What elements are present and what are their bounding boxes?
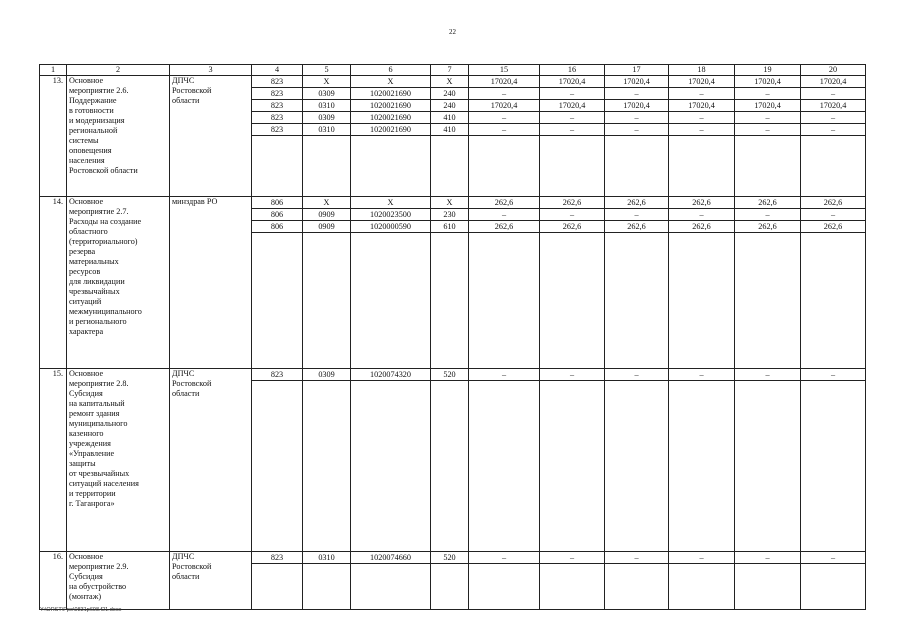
section-code: 0309	[303, 369, 351, 381]
target-article-code: 1020021690	[351, 88, 431, 100]
amount-col-15: 17020,4	[469, 76, 540, 88]
empty-cell	[469, 564, 540, 610]
table-row	[40, 197, 866, 209]
amount-col-18: –	[669, 209, 735, 221]
table-row	[40, 76, 866, 88]
gov-code: 823	[252, 112, 303, 124]
amount-col-19: –	[735, 112, 801, 124]
column-header-5: 5	[303, 65, 351, 76]
budget-table	[39, 64, 866, 610]
empty-cell	[540, 381, 605, 552]
amount-col-17: –	[605, 88, 669, 100]
empty-cell	[303, 564, 351, 610]
section-code: Х	[303, 197, 351, 209]
expense-type-code: 520	[431, 552, 469, 564]
amount-col-18: 262,6	[669, 197, 735, 209]
column-header-6: 6	[351, 65, 431, 76]
target-article-code: 1020074660	[351, 552, 431, 564]
empty-cell	[252, 136, 303, 197]
empty-cell	[735, 564, 801, 610]
measure-name: Основное мероприятие 2.8. Субсидия на капитальный ремонт здания муниципального казенного учреждения «Управление защиты от чрезвычайных ситуаций населения и территории г. Таганрога»	[67, 369, 170, 552]
expense-type-code: Х	[431, 197, 469, 209]
amount-col-20: –	[801, 112, 866, 124]
section-code: 0909	[303, 221, 351, 233]
amount-col-15: 262,6	[469, 221, 540, 233]
amount-col-16: 262,6	[540, 197, 605, 209]
empty-cell	[431, 233, 469, 369]
amount-col-19: 17020,4	[735, 100, 801, 112]
amount-col-17: –	[605, 369, 669, 381]
empty-cell	[252, 564, 303, 610]
header-row	[40, 65, 866, 76]
section-code: 0309	[303, 88, 351, 100]
empty-cell	[735, 136, 801, 197]
column-header-1: 1	[40, 65, 67, 76]
amount-col-16: –	[540, 369, 605, 381]
amount-col-16: –	[540, 209, 605, 221]
amount-col-15: 262,6	[469, 197, 540, 209]
section-code: Х	[303, 76, 351, 88]
empty-cell	[351, 136, 431, 197]
column-header-19: 19	[735, 65, 801, 76]
empty-cell	[801, 233, 866, 369]
target-article-code: 1020021690	[351, 112, 431, 124]
executor-name: ДПЧС Ростовской области	[170, 552, 252, 610]
empty-cell	[431, 381, 469, 552]
amount-col-19: –	[735, 124, 801, 136]
empty-cell	[540, 136, 605, 197]
empty-cell	[605, 564, 669, 610]
executor-name: ДПЧС Ростовской области	[170, 76, 252, 197]
page-number: 22	[449, 28, 456, 36]
target-article-code: 1020074320	[351, 369, 431, 381]
expense-type-code: 410	[431, 112, 469, 124]
amount-col-17: 17020,4	[605, 76, 669, 88]
amount-col-19: –	[735, 552, 801, 564]
amount-col-20: 17020,4	[801, 76, 866, 88]
empty-cell	[605, 233, 669, 369]
amount-col-19: 262,6	[735, 197, 801, 209]
column-header-4: 4	[252, 65, 303, 76]
gov-code: 823	[252, 76, 303, 88]
amount-col-17: 262,6	[605, 221, 669, 233]
column-header-18: 18	[669, 65, 735, 76]
amount-col-18: –	[669, 112, 735, 124]
empty-cell	[469, 233, 540, 369]
empty-cell	[801, 381, 866, 552]
file-path-footer: Y:\ORST\Ppo\0831p698.f21.docx	[40, 607, 122, 613]
amount-col-15: –	[469, 88, 540, 100]
section-code: 0310	[303, 100, 351, 112]
column-header-20: 20	[801, 65, 866, 76]
empty-cell	[669, 381, 735, 552]
column-header-3: 3	[170, 65, 252, 76]
amount-col-17: 262,6	[605, 197, 669, 209]
gov-code: 823	[252, 369, 303, 381]
amount-col-16: –	[540, 124, 605, 136]
amount-col-17: 17020,4	[605, 100, 669, 112]
gov-code: 823	[252, 552, 303, 564]
amount-col-17: –	[605, 112, 669, 124]
amount-col-19: –	[735, 369, 801, 381]
empty-cell	[303, 233, 351, 369]
empty-cell	[303, 136, 351, 197]
column-header-2: 2	[67, 65, 170, 76]
row-number: 14.	[40, 197, 67, 369]
amount-col-20: –	[801, 88, 866, 100]
amount-col-17: –	[605, 552, 669, 564]
amount-col-16: 262,6	[540, 221, 605, 233]
empty-cell	[252, 381, 303, 552]
target-article-code: 1020000590	[351, 221, 431, 233]
column-header-17: 17	[605, 65, 669, 76]
amount-col-18: 17020,4	[669, 100, 735, 112]
amount-col-15: –	[469, 369, 540, 381]
amount-col-18: 262,6	[669, 221, 735, 233]
column-header-15: 15	[469, 65, 540, 76]
empty-cell	[605, 381, 669, 552]
empty-cell	[431, 136, 469, 197]
amount-col-19: 262,6	[735, 221, 801, 233]
amount-col-16: –	[540, 552, 605, 564]
empty-cell	[351, 233, 431, 369]
amount-col-19: –	[735, 209, 801, 221]
empty-cell	[351, 381, 431, 552]
expense-type-code: 240	[431, 100, 469, 112]
amount-col-18: –	[669, 88, 735, 100]
table-row	[40, 552, 866, 564]
amount-col-16: –	[540, 88, 605, 100]
expense-type-code: 520	[431, 369, 469, 381]
amount-col-20: –	[801, 369, 866, 381]
empty-cell	[469, 381, 540, 552]
gov-code: 823	[252, 88, 303, 100]
amount-col-15: –	[469, 552, 540, 564]
amount-col-18: –	[669, 124, 735, 136]
expense-type-code: 410	[431, 124, 469, 136]
amount-col-15: –	[469, 124, 540, 136]
amount-col-19: –	[735, 88, 801, 100]
row-number: 16.	[40, 552, 67, 610]
empty-cell	[669, 233, 735, 369]
amount-col-15: –	[469, 209, 540, 221]
section-code: 0909	[303, 209, 351, 221]
empty-cell	[351, 564, 431, 610]
amount-col-17: –	[605, 209, 669, 221]
empty-cell	[252, 233, 303, 369]
empty-cell	[605, 136, 669, 197]
amount-col-18: –	[669, 369, 735, 381]
amount-col-16: –	[540, 112, 605, 124]
amount-col-20: –	[801, 552, 866, 564]
empty-cell	[801, 136, 866, 197]
amount-col-20: –	[801, 124, 866, 136]
section-code: 0309	[303, 112, 351, 124]
column-header-7: 7	[431, 65, 469, 76]
empty-cell	[735, 381, 801, 552]
expense-type-code: Х	[431, 76, 469, 88]
amount-col-15: –	[469, 112, 540, 124]
amount-col-18: –	[669, 552, 735, 564]
empty-cell	[735, 233, 801, 369]
amount-col-15: 17020,4	[469, 100, 540, 112]
amount-col-20: 17020,4	[801, 100, 866, 112]
executor-name: минздрав РО	[170, 197, 252, 369]
empty-cell	[540, 564, 605, 610]
empty-cell	[669, 136, 735, 197]
gov-code: 806	[252, 221, 303, 233]
column-header-16: 16	[540, 65, 605, 76]
amount-col-20: 262,6	[801, 197, 866, 209]
target-article-code: 1020023500	[351, 209, 431, 221]
target-article-code: 1020021690	[351, 100, 431, 112]
measure-name: Основное мероприятие 2.6. Поддержание в готовности и модернизация региональной системы оповещения населения Ростовской области	[67, 76, 170, 197]
empty-cell	[540, 233, 605, 369]
amount-col-20: –	[801, 209, 866, 221]
table-row	[40, 369, 866, 381]
gov-code: 823	[252, 100, 303, 112]
empty-cell	[469, 136, 540, 197]
empty-cell	[801, 564, 866, 610]
measure-name: Основное мероприятие 2.9. Субсидия на обустройство (монтаж)	[67, 552, 170, 610]
row-number: 13.	[40, 76, 67, 197]
target-article-code: 1020021690	[351, 124, 431, 136]
amount-col-18: 17020,4	[669, 76, 735, 88]
target-article-code: Х	[351, 76, 431, 88]
empty-cell	[303, 381, 351, 552]
measure-name: Основное мероприятие 2.7. Расходы на создание областного (территориального) резерва материальных ресурсов для ликвидации чрезвычайных ситуаций межмуниципального и регионального характера	[67, 197, 170, 369]
expense-type-code: 610	[431, 221, 469, 233]
row-number: 15.	[40, 369, 67, 552]
amount-col-19: 17020,4	[735, 76, 801, 88]
expense-type-code: 240	[431, 88, 469, 100]
amount-col-16: 17020,4	[540, 76, 605, 88]
amount-col-16: 17020,4	[540, 100, 605, 112]
amount-col-20: 262,6	[801, 221, 866, 233]
empty-cell	[669, 564, 735, 610]
gov-code: 806	[252, 209, 303, 221]
amount-col-17: –	[605, 124, 669, 136]
section-code: 0310	[303, 552, 351, 564]
target-article-code: Х	[351, 197, 431, 209]
empty-cell	[431, 564, 469, 610]
gov-code: 806	[252, 197, 303, 209]
executor-name: ДПЧС Ростовской области	[170, 369, 252, 552]
section-code: 0310	[303, 124, 351, 136]
expense-type-code: 230	[431, 209, 469, 221]
gov-code: 823	[252, 124, 303, 136]
